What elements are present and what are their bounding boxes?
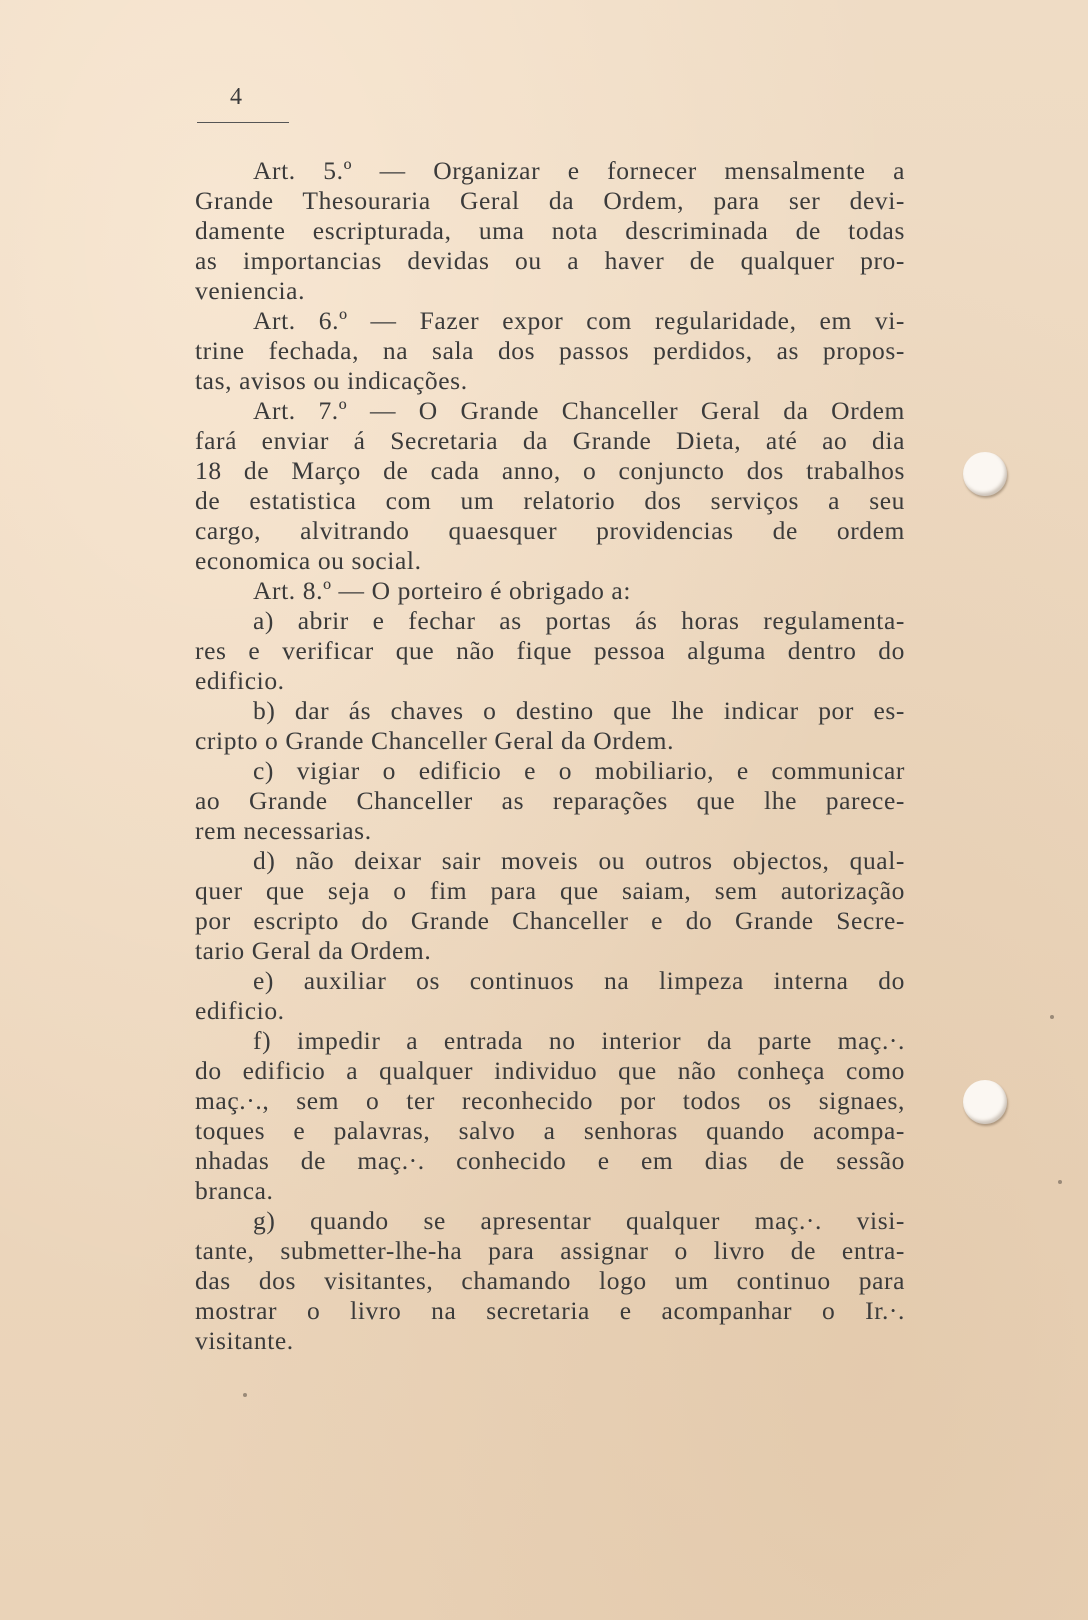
art-5-line-3: damente escripturada, uma nota descriminada de todas	[195, 216, 905, 245]
item-c-line-1: c) vigiar o edificio e o mobiliario, e communicar	[253, 756, 905, 785]
item-a-line-3: edificio.	[195, 666, 285, 695]
item-f-line-6: branca.	[195, 1176, 274, 1205]
art-8-line-1: Art. 8.º — O porteiro é obrigado a:	[253, 576, 632, 605]
art-5-line-5: veniencia.	[195, 276, 306, 305]
item-d-line-1: d) não deixar sair moveis ou outros objectos, qual-	[253, 846, 905, 875]
ink-speck	[1058, 1180, 1062, 1184]
item-c-line-2: ao Grande Chanceller as reparações que lhe parece-	[195, 786, 905, 815]
item-a-line-1: a) abrir e fechar as portas ás horas regulamenta-	[253, 606, 905, 635]
item-f-line-1: f) impedir a entrada no interior da parte maç.·.	[253, 1026, 905, 1055]
item-b-line-1: b) dar ás chaves o destino que lhe indicar por es-	[253, 696, 905, 725]
item-g-line-4: mostrar o livro na secretaria e acompanhar o Ir.·.	[195, 1296, 905, 1325]
item-g-line-2: tante, submetter-lhe-ha para assignar o livro de entra-	[195, 1236, 905, 1265]
item-c-line-3: rem necessarias.	[195, 816, 372, 845]
item-e-line-2: edificio.	[195, 996, 285, 1025]
item-f-line-2: do edificio a qualquer individuo que não conheça como	[195, 1056, 905, 1085]
item-f-line-5: nhadas de maç.·. conhecido e em dias de sessão	[195, 1146, 905, 1175]
ink-speck	[1050, 1015, 1054, 1019]
item-b-line-2: cripto o Grande Chanceller Geral da Ordem.	[195, 726, 675, 755]
ink-speck	[243, 1393, 247, 1397]
item-d-line-2: quer que seja o fim para que saiam, sem autorização	[195, 876, 905, 905]
art-6-line-2: trine fechada, na sala dos passos perdidos, as propos-	[195, 336, 905, 365]
item-f-line-3: maç.·., sem o ter reconhecido por todos os signaes,	[195, 1086, 905, 1115]
art-6-line-1: Art. 6.º — Fazer expor com regularidade, em vi-	[253, 306, 905, 335]
item-g-line-3: das dos visitantes, chamando logo um continuo para	[195, 1266, 905, 1295]
art-5-line-2: Grande Thesouraria Geral da Ordem, para ser devi-	[195, 186, 905, 215]
item-e-line-1: e) auxiliar os continuos na limpeza interna do	[253, 966, 905, 995]
art-6-line-3: tas, avisos ou indicações.	[195, 366, 468, 395]
item-g-line-1: g) quando se apresentar qualquer maç.·. visi-	[253, 1206, 905, 1235]
item-a-line-2: res e verificar que não fique pessoa alguma dentro do	[195, 636, 905, 665]
page-number: 4	[230, 84, 242, 110]
art-7-line-4: de estatistica com um relatorio dos serviços a seu	[195, 486, 905, 515]
item-f-line-4: toques e palavras, salvo a senhoras quando acompa-	[195, 1116, 905, 1145]
item-g-line-5: visitante.	[195, 1326, 294, 1355]
art-7-line-2: fará enviar á Secretaria da Grande Dieta, até ao dia	[195, 426, 905, 455]
art-7-line-1: Art. 7.º — O Grande Chanceller Geral da Ordem	[253, 396, 905, 425]
art-7-line-3: 18 de Março de cada anno, o conjuncto dos trabalhos	[195, 456, 905, 485]
art-5-line-1: Art. 5.º — Organizar e fornecer mensalmente a	[253, 156, 905, 185]
item-d-line-3: por escripto do Grande Chanceller e do Grande Secre-	[195, 906, 905, 935]
binder-punch-hole-bottom	[963, 1080, 1007, 1124]
art-7-line-6: economica ou social.	[195, 546, 422, 575]
art-7-line-5: cargo, alvitrando quaesquer providencias de ordem	[195, 516, 905, 545]
item-d-line-4: tario Geral da Ordem.	[195, 936, 432, 965]
binder-punch-hole-top	[963, 452, 1007, 496]
art-5-line-4: as importancias devidas ou a haver de qualquer pro-	[195, 246, 905, 275]
page-number-rule	[197, 122, 289, 123]
body-text	[195, 156, 905, 1356]
